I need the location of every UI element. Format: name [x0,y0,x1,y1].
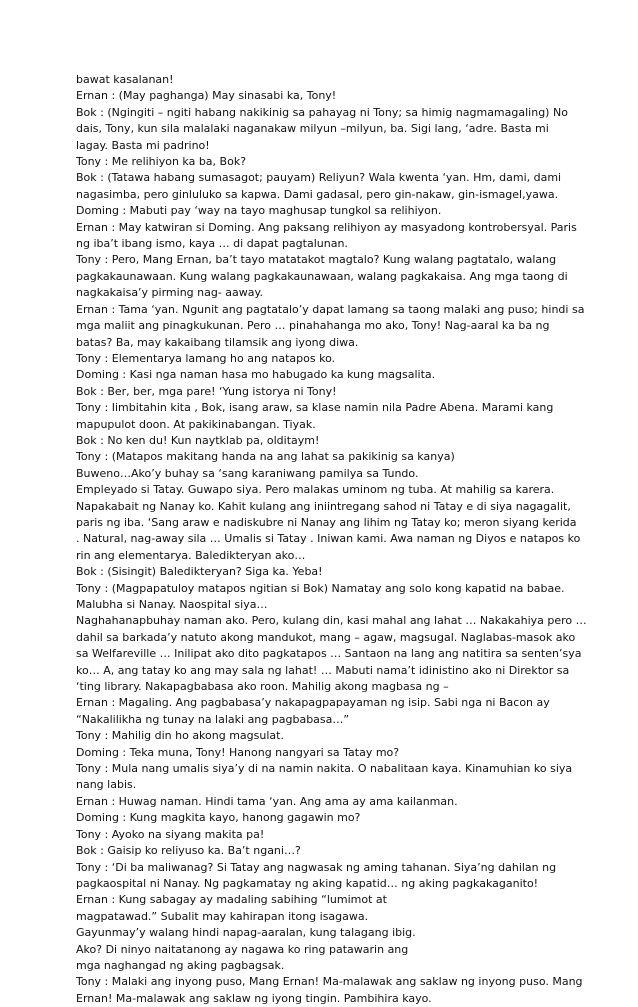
text-line: Bok : Gaisip ko reliyuso ka. Ba’t ngani…? [76,844,301,858]
text-line: Doming : Teka muna, Tony! Hanong nangyari sa Tatay mo? [76,745,400,759]
text-line: Bok : Ber, ber, mga pare! ‘Yung istorya ni Tony! [76,384,337,398]
text-line: Tony : Mula nang umalis siya’y di na namin nakita. O nabalitaan kaya. Kinamuhian ko siya [76,762,573,776]
text-line: pagkaospital ni Nanay. Ng pagkamatay ng aking kapatid… ng aking pagkakaganito! [76,876,539,890]
text-line: Ernan : Kung sabagay ay madaling sabihing “lumimot at [76,893,387,907]
text-line: Bok : (Ngingiti – ngiti habang nakikinig sa pahayag ni Tony; sa himig nagmamagaling) No [76,105,568,119]
text-line: Tony : Iimbitahin kita , Bok, isang araw, sa klase namin nila Padre Abena. Marami kang [76,401,554,415]
text-line: rin ang elementarya. Baledikteryan ako… [76,548,306,562]
text-line: Ernan : Tama ‘yan. Ngunit ang pagtatalo’y dapat lamang sa taong malaki ang puso; hindi sa [76,302,585,316]
text-line: nagkakaisa’y pirming nag- aaway. [76,286,263,300]
text-line: Tony : Me relihiyon ka ba, Bok? [76,155,247,169]
text-line: Tony : (Magpapatuloy matapos ngitian si Bok) Namatay ang solo kong kapatid na babae. [76,581,565,595]
text-line: dahil sa barkada’y natuto akong mandukot, mang – agaw, magsugal. Naglabas-masok ako [76,630,576,644]
text-line: nang labis. [76,778,137,792]
text-line: Ernan : (May paghanga) May sinasabi ka, Tony! [76,89,337,103]
text-line: Tony : Ayoko na siyang makita pa! [76,827,265,841]
text-line: Ernan : May katwiran si Doming. Ang paksang relihiyon ay masyadong kontrobersyal. Paris [76,220,577,234]
text-line: sa Welfareville … Inilipat ako dito pagkatapos … Santaon na lang ang natitira sa senten’sya [76,647,582,661]
text-line: nagasimba, pero ginluluko sa kapwa. Dami gadasal, pero gin-nakaw, gin-ismagel,yawa. [76,187,559,201]
text-line: dais, Tony, kun sila malalaki naganakaw milyun –milyun, ba. Sigi lang, ‘adre. Basta mi [76,122,549,136]
text-line: Bok : No ken du! Kun naytklab pa, olditaym! [76,433,320,447]
text-line: . Natural, nag-away sila … Umalis si Tatay . Iniwan kami. Awa naman ng Diyos e natapos ko [76,532,581,546]
text-line: Malubha si Nanay. Naospital siya… [76,598,268,611]
text-line: Napakabait ng Nanay ko. Kahit kulang ang iniintregang sahod ni Tatay e di siya nagagalit, [76,499,571,513]
text-line: Tony : (Matapos makitang handa na ang lahat sa pakikinig sa kanya) [76,450,455,464]
text-line: Tony : Pero, Mang Ernan, ba’t tayo matatakot magtalo? Kung walang pagtatalo, walang [76,253,557,267]
text-line: Gayunmay’y walang hindi napag-aaralan, kung talagang ibig. [76,926,416,940]
text-line: Naghahanapbuhay naman ako. Pero, kulang din, kasi mahal ang lahat … Nakakahiya pero … [76,614,587,628]
text-line: Tony : Elementarya lamang ho ang natapos ko. [76,351,336,365]
text-line: mga naghangad ng aking pagbagsak. [76,958,285,972]
text-line: pagkakaunawaan. Kung walang pagkakaunawaan, walang pagkakaisa. Ang mga taong di [76,269,568,283]
text-line: Bok : (Sisingit) Baledikteryan? Siga ka. Yeba! [76,565,323,579]
text-line: mga maliit ang pinagkukunan. Pero … pinahahanga mo ako, Tony! Nag-aaral ka ba ng [76,319,550,333]
text-line: Doming : Kasi nga naman hasa mo habugado ka kung magsalita. [76,368,436,382]
text-line: Ernan : Magaling. Ang pagbabasa’y nakapagpapayaman ng isip. Sabi nga ni Bacon ay [76,696,550,710]
text-line: Tony : ‘Di ba maliwanag? Si Tatay ang nagwasak ng aming tahanan. Siya’ng dahilan ng [76,860,557,874]
text-line: Ako? Di ninyo naitatanong ay nagawa ko ring patawarin ang [76,942,409,956]
text-line: bawat kasalanan! [76,73,174,86]
text-line: Tony : Malaki ang inyong puso, Mang Ernan! Ma-malawak ang saklaw ng inyong puso. Mang [76,975,583,989]
text-line: mapupulot doon. At pakikinabangan. Tiyak. [76,417,316,431]
text-line: “Nakalilikha ng tunay na lalaki ang pagbabasa…” [76,712,350,726]
text-line: Doming : Mabuti pay ‘way na tayo maghusap tungkol sa relihiyon. [76,204,442,218]
text-line: ko… A, ang tatay ko ang may sala ng lahat! … Mabuti nama’t idinistino ako ni Direktor sa [76,663,570,677]
text-line: Ernan : Huwag naman. Hindi tama ‘yan. Ang ama ay ama kailanman. [76,794,458,808]
text-line: Doming : Kung magkita kayo, hanong gagawin mo? [76,811,361,825]
text-line: magpatawad.” Subalit may kahirapan itong isagawa. [76,909,369,923]
text-line: Empleyado si Tatay. Guwapo siya. Pero malakas uminom ng tuba. At mahilig sa karera. [76,483,555,497]
document-page [76,72,587,1007]
text-line: Bok : (Tatawa habang sumasagot; pauyam) Reliyun? Wala kwenta ‘yan. Hm, dami, dami [76,171,562,185]
text-line: Buweno…Ako’y buhay sa ‘sang karaniwang pamilya sa Tundo. [76,466,419,480]
text-line: paris ng iba. ‘Sang araw e nadiskubre ni Nanay ang lihim ng Tatay ko; meron siyang kerida [76,515,577,529]
text-line: lagay. Basta mi padrino! [76,138,210,152]
text-line: ‘ting library. Nakapagbabasa ako roon. Mahilig akong magbasa ng – [76,680,449,694]
text-line: ng iba’t ibang ismo, kaya … di dapat pagtalunan. [76,237,348,251]
text-line: Ernan! Ma-malawak ang saklaw ng iyong tingin. Pambihira kayo. [76,991,432,1005]
text-line: Tony : Mahilig din ho akong magsulat. [76,729,284,743]
text-line: batas? Ba, may kakaibang tilamsik ang iyong diwa. [76,335,359,349]
